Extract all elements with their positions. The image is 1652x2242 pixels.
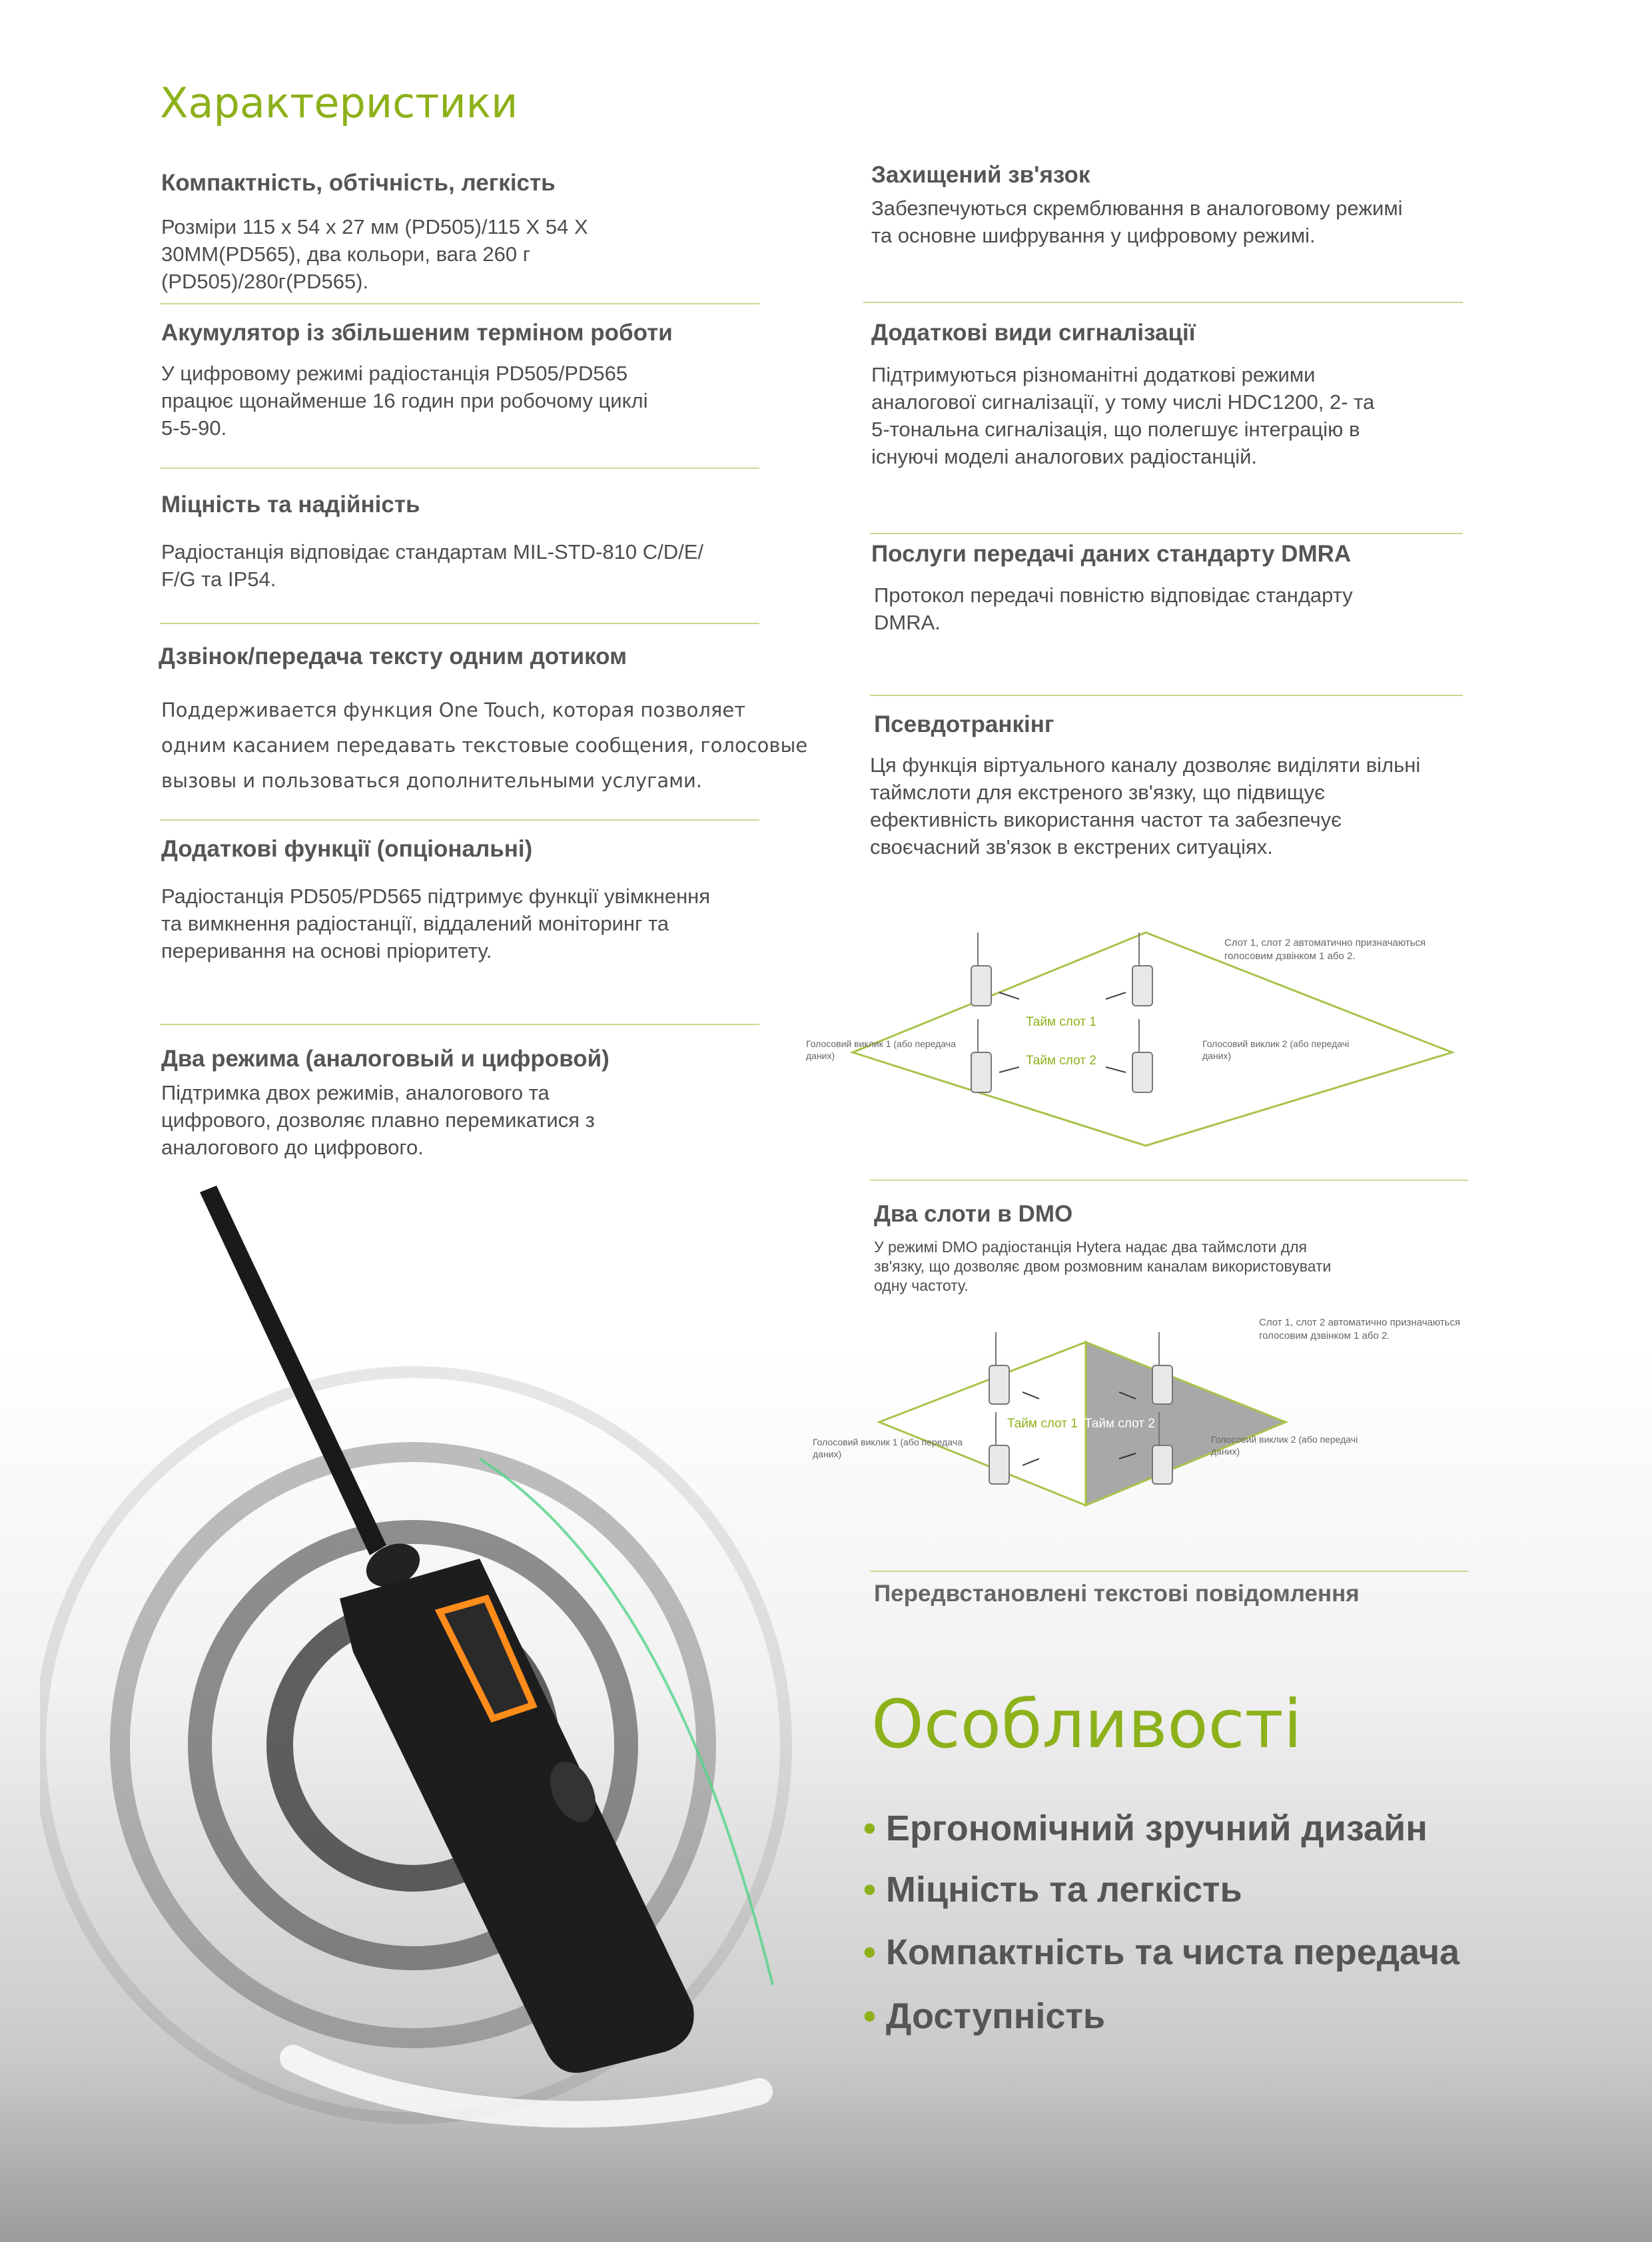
divider — [160, 1024, 759, 1025]
section-heading: Два слоти в DMO — [874, 1201, 1073, 1227]
divider — [870, 695, 1463, 696]
feature-item: • Доступність — [863, 1996, 1106, 2036]
section-text: Радіостанція відповідає стандартам MIL-STD-810 C/D/E/ F/G та IP54. — [161, 540, 704, 591]
feature-item: • Міцність та легкість — [863, 1870, 1242, 1910]
section-heading: Послуги передачі даних стандарту DMRA — [871, 541, 1352, 567]
divider — [870, 1180, 1468, 1181]
call-2-label: Голосовий виклик 2 (або передачі — [1211, 1434, 1358, 1445]
call-2-label: Голосовий виклик 2 (або передачі — [1202, 1038, 1350, 1049]
section-heading: Захищений зв'язок — [871, 162, 1090, 188]
divider — [160, 819, 759, 821]
feature-item: • Компактність та чиста передача — [863, 1932, 1460, 1972]
section-text: Підтримуються різноманітні додаткові режими аналогової сигналізації, у тому числі HDC1200, 2- та 5-тональна сигналізація, що полегшує інтеграцію в існуючі моделі аналогових радіостанцій. — [871, 363, 1375, 468]
divider — [160, 468, 759, 469]
section-text: Забезпечуються скремблювання в аналоговому режимі та основне шифрування у цифровому режимі. — [871, 196, 1403, 247]
features-title: Особливості — [871, 1685, 1302, 1763]
call-2-label: даних) — [1211, 1446, 1240, 1457]
divider — [870, 1571, 1468, 1572]
page-title: Характеристики — [160, 79, 518, 127]
section-text: Розміри 115 х 54 х 27 мм (PD505)/115 X 54 X 30MM(PD565), два кольори, вага 260 г (PD505)/280г(PD565). — [161, 215, 588, 293]
section-text: Радіостанція PD505/PD565 підтримує функції увімкнення та вимкнення радіостанції, віддалений моніторинг та переривання на основі пріоритету. — [161, 885, 711, 962]
timeslot-diagram-1 — [799, 919, 1492, 1159]
slot-2-label: Тайм слот 2 — [1084, 1417, 1155, 1431]
call-1-label: даних) — [813, 1449, 842, 1459]
call-1-label: Голосовий виклик 1 (або передача — [813, 1437, 963, 1447]
diagram-note: Слот 1, слот 2 автоматично призначаються — [1259, 1317, 1461, 1328]
call-1-label: даних) — [806, 1050, 835, 1061]
slot-1-label: Тайм слот 1 — [1007, 1417, 1078, 1431]
divider — [160, 623, 759, 624]
timeslot-diagram-2 — [806, 1306, 1499, 1512]
section-text: Протокол передачі повністю відповідає стандарту DMRA. — [874, 583, 1353, 634]
radio-illustration — [40, 1172, 853, 2171]
diagram-note: Слот 1, слот 2 автоматично призначаються — [1224, 937, 1426, 948]
section-heading: Додаткові функції (опціональні) — [161, 836, 533, 862]
section-text: Підтримка двох режимів, аналогового та цифрового, дозволяє плавно перемикатися з аналогового до цифрового. — [161, 1081, 595, 1159]
diagram-note: голосовим дзвінком 1 або 2. — [1224, 950, 1356, 962]
section-heading: Акумулятор із збільшеним терміном роботи — [161, 320, 673, 346]
section-heading: Додаткові види сигналізації — [871, 320, 1196, 346]
section-heading: Міцність та надійність — [161, 492, 420, 518]
section-text: У режимі DMO радіостанція Hytera надає два таймслоти для зв'язку, що дозволяє двом розмовним каналам використовувати одну частоту. — [874, 1238, 1332, 1294]
diagram-note: голосовим дзвінком 1 або 2. — [1259, 1330, 1390, 1341]
slot-2-label: Тайм слот 2 — [1026, 1054, 1096, 1068]
section-heading: Псевдотранкінг — [874, 711, 1054, 737]
section-heading: Компактність, обтічність, легкість — [161, 170, 556, 196]
divider — [863, 302, 1463, 303]
slot-1-label: Тайм слот 1 — [1026, 1015, 1096, 1029]
section-heading: Дзвінок/передача тексту одним дотиком — [159, 643, 627, 669]
section-text: Ця функція віртуального каналу дозволяє виділяти вільні таймслоти для екстреного зв'язку, що підвищує ефективність використання частот та забезпечує своєчасний зв'язок в екстрених ситуаціях. — [870, 753, 1421, 859]
section-heading: Передвстановлені текстові повідомлення — [874, 1581, 1360, 1607]
divider — [870, 533, 1463, 534]
section-text: У цифровому режимі радіостанція PD505/PD565 працює щонайменше 16 годин при робочому циклі 5-5-90. — [161, 362, 648, 440]
section-heading: Два режима (аналоговый и цифровой) — [161, 1046, 610, 1072]
call-1-label: Голосовий виклик 1 (або передача — [806, 1038, 956, 1049]
call-2-label: даних) — [1202, 1050, 1232, 1061]
divider — [160, 303, 759, 304]
feature-item: • Ергономічний зручний дизайн — [863, 1808, 1428, 1848]
section-text: Поддерживается функция One Touch, которая позволяет одним касанием передавать текстовые сообщения, голосовые вызовы и пользоваться дополнительными услугами. — [161, 699, 808, 792]
